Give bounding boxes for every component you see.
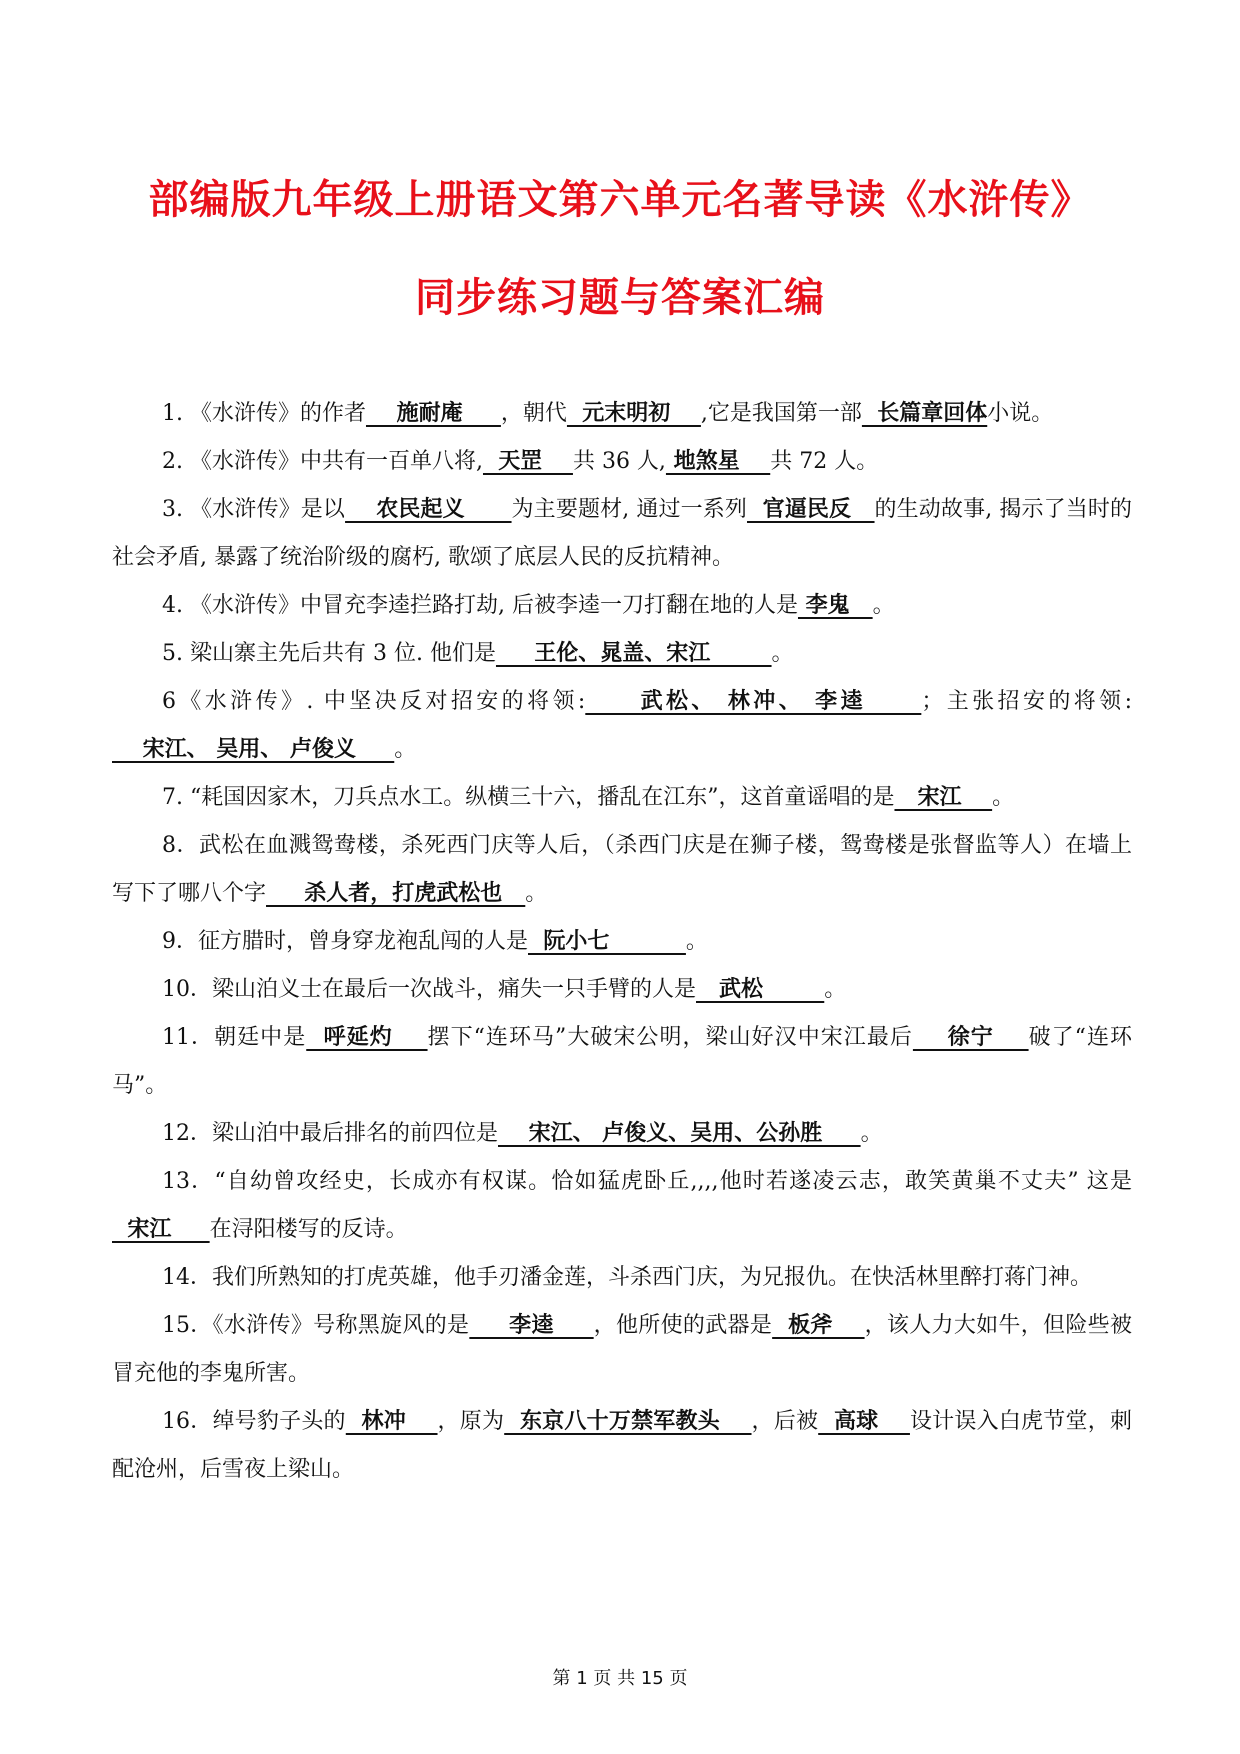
question-text: 。 <box>394 737 417 762</box>
question-text: 在浔阳楼写的反诗。 <box>209 1217 408 1242</box>
answer-blank: 李逵 <box>469 1313 594 1338</box>
answer-blank: 板斧 <box>772 1313 865 1338</box>
question-item <box>112 1110 1132 1158</box>
question-text: 2. 《水浒传》中共有一百单八将, <box>162 449 483 474</box>
answer-blank: 宋江、 吴用、 卢俊义 <box>112 737 395 762</box>
question-text: 11．朝廷中是 <box>162 1025 307 1050</box>
question-text: 8．武松在血溅鸳鸯楼，杀死西门庆等人后，（杀西门庆是在狮子楼，鸳鸯楼是张督监等人）在墙上写下了哪八个字 <box>112 833 1132 906</box>
answer-blank: 林冲 <box>345 1409 438 1434</box>
question-text: 13．“自幼曾攻经史，长成亦有权谋。恰如猛虎卧丘,,,,他时若遂凌云志，敢笑黄巢不丈夫” 这是 <box>162 1169 1132 1194</box>
answer-blank: 武松、 林冲、 李逵 <box>585 689 922 714</box>
question-text: 16．绰号豹子头的 <box>162 1409 346 1434</box>
question-item <box>112 822 1132 918</box>
question-text: 破了“连环马”。 <box>112 1025 1132 1098</box>
question-text: 5. 梁山寨主先后共有 3 位. 他们是 <box>162 641 496 666</box>
question-text: 15．《水浒传》号称黑旋风的是 <box>162 1313 470 1338</box>
question-text: ；主张招安的将领: <box>921 689 1132 714</box>
question-text: 为主要题材, 通过一系列 <box>511 497 748 522</box>
answer-blank: 元末明初 <box>566 401 701 426</box>
question-text: 。 <box>992 785 1015 810</box>
question-text: ，后被 <box>751 1409 819 1434</box>
page-footer: 第 1 页 共 15 页 <box>552 1668 688 1689</box>
answer-blank: 地煞星 <box>665 449 771 474</box>
answer-blank: 官逼民反 <box>747 497 875 522</box>
answer-blank: 呼延灼 <box>306 1025 428 1050</box>
question-text: 9．征方腊时，曾身穿龙袍乱闯的人是 <box>162 929 528 954</box>
question-item <box>112 630 1132 678</box>
question-text: 。 <box>525 881 548 906</box>
question-text: 。 <box>872 593 895 618</box>
question-item <box>112 582 1132 630</box>
question-item <box>112 678 1132 774</box>
question-text: 4. 《水浒传》中冒充李逵拦路打劫, 后被李逵一刀打翻在地的人是 <box>162 593 798 618</box>
question-text: 共 72 人。 <box>770 449 879 474</box>
question-text: 小说。 <box>987 401 1054 426</box>
question-text: 的生动故事, 揭示了当时的社会矛盾, 暴露了统治阶级的腐朽, 歌颂了底层人民的反抗精神。 <box>112 497 1132 570</box>
question-text: 设计误入白虎节堂，刺配沧州，后雪夜上梁山。 <box>112 1409 1132 1482</box>
question-item <box>112 486 1132 582</box>
question-item <box>112 1014 1132 1110</box>
answer-blank: 农民起义 <box>345 497 512 522</box>
question-text: ，该人力大如牛，但险些被冒充他的李鬼所害。 <box>112 1313 1132 1386</box>
question-list <box>112 390 1132 1494</box>
answer-blank: 杀人者，打虎武松也 <box>266 881 526 906</box>
answer-blank: 王伦、晁盖、宋江 <box>495 641 772 666</box>
question-text: 12．梁山泊中最后排名的前四位是 <box>162 1121 498 1146</box>
question-text: 7. “耗国因家木，刀兵点水工。纵横三十六，播乱在江东”，这首童谣唱的是 <box>162 785 895 810</box>
answer-blank: 徐宁 <box>912 1025 1029 1050</box>
question-item <box>112 918 1132 966</box>
answer-blank: 宋江、 卢俊义、吴用、公孙胜 <box>498 1121 861 1146</box>
answer-blank: 天罡 <box>482 449 573 474</box>
question-text: 3. 《水浒传》是以 <box>162 497 346 522</box>
question-item <box>112 966 1132 1014</box>
question-item <box>112 1302 1132 1398</box>
answer-blank: 高球 <box>818 1409 910 1434</box>
question-text: 14．我们所熟知的打虎英雄，他手刃潘金莲，斗杀西门庆，为兄报仇。在快活林里醉打蒋门神。 <box>162 1265 1092 1290</box>
question-text: 共 36 人, <box>572 449 666 474</box>
document-title-line1: 部编版九年级上册语文第六单元名著导读《水浒传》 <box>148 177 1092 223</box>
question-item <box>112 390 1132 438</box>
answer-blank: 李鬼 <box>797 593 873 618</box>
question-text: ，原为 <box>437 1409 505 1434</box>
answer-blank: 武松 <box>696 977 825 1002</box>
answer-blank: 宋江 <box>894 785 993 810</box>
question-text: 。 <box>824 977 847 1002</box>
question-text: 。 <box>860 1121 883 1146</box>
question-text: 摆下“连环马”大破宋公明，梁山好汉中宋江最后 <box>427 1025 913 1050</box>
question-item <box>112 438 1132 486</box>
question-text: 。 <box>771 641 794 666</box>
answer-blank: 长篇章回体 <box>861 401 988 426</box>
answer-blank: 施耐庵 <box>365 401 501 426</box>
question-text: 6《水浒传》. 中坚决反对招安的将领: <box>162 689 586 714</box>
question-item <box>112 774 1132 822</box>
answer-blank: 东京八十万禁军教头 <box>504 1409 752 1434</box>
question-text: ，朝代 <box>500 401 567 426</box>
answer-blank: 宋江 <box>112 1217 210 1242</box>
question-text: 1. 《水浒传》的作者 <box>162 401 366 426</box>
question-item <box>112 1158 1132 1254</box>
question-text: ,它是我国第一部 <box>700 401 862 426</box>
answer-blank: 阮小七 <box>528 929 686 954</box>
question-item <box>112 1398 1132 1494</box>
question-text: 10．梁山泊义士在最后一次战斗，痛失一只手臂的人是 <box>162 977 696 1002</box>
document-title-line2: 同步练习题与答案汇编 <box>415 275 825 321</box>
question-text: 。 <box>685 929 708 954</box>
question-text: ，他所使的武器是 <box>593 1313 773 1338</box>
question-item <box>112 1254 1132 1302</box>
